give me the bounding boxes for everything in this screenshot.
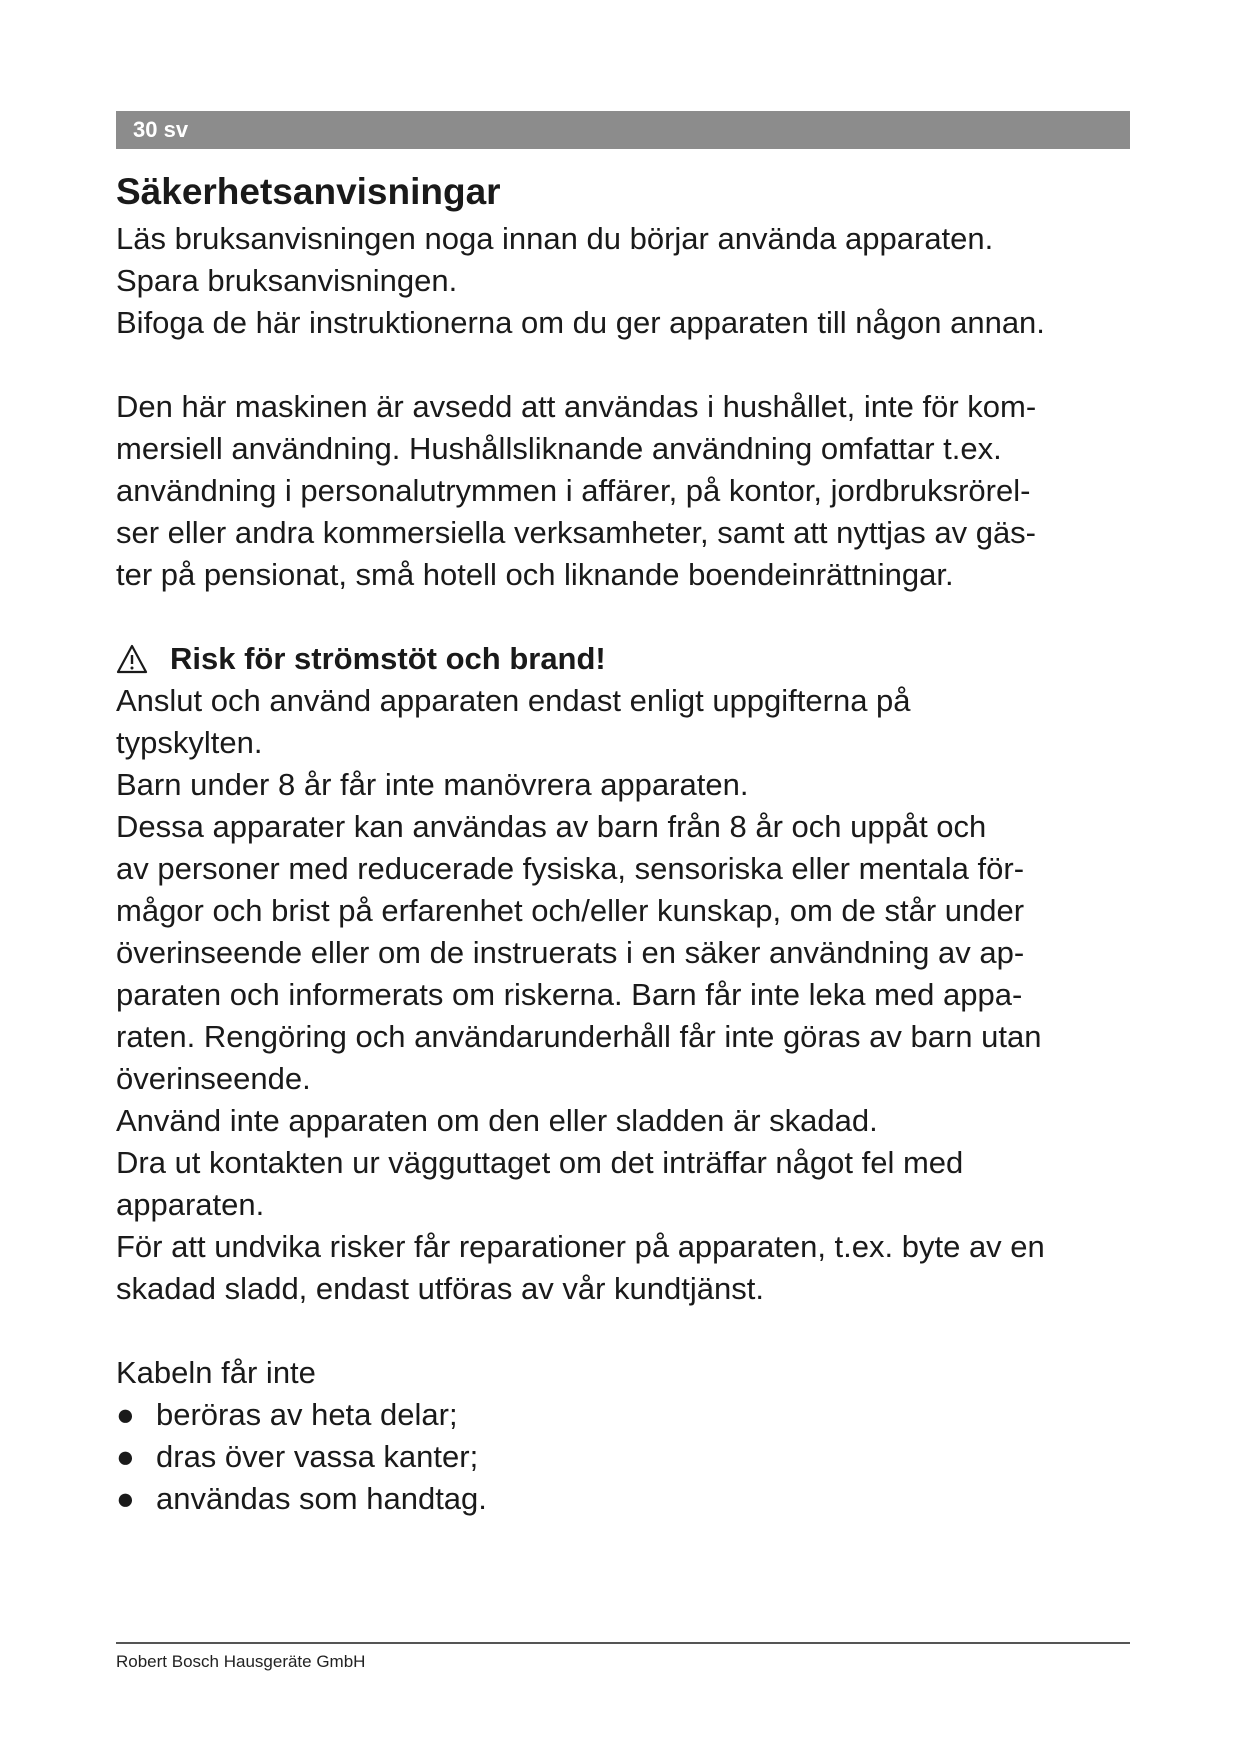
text-line: Barn under 8 år får inte manövrera apparaten.	[116, 767, 749, 802]
warning-heading	[116, 638, 1130, 680]
text-line: överinseende eller om de instruerats i en säker användning av ap-	[116, 935, 1025, 970]
bullet-icon: ●	[116, 1439, 135, 1474]
cable-section	[116, 1352, 1130, 1520]
list-item-text: beröras av heta delar;	[156, 1397, 458, 1432]
text-line: Läs bruksanvisningen noga innan du börjar använda apparaten.	[116, 221, 994, 256]
warning-section	[116, 638, 1130, 1310]
text-line: Dessa apparater kan användas av barn från 8 år och uppåt och	[116, 809, 987, 844]
text-line: För att undvika risker får reparationer på apparaten, t.ex. byte av en	[116, 1229, 1045, 1264]
text-line: användning i personalutrymmen i affärer, på kontor, jordbruksrörel-	[116, 473, 1031, 508]
bullet-icon: ●	[116, 1397, 135, 1432]
text-line: av personer med reducerade fysiska, sensoriska eller mentala för-	[116, 851, 1025, 886]
main-content	[116, 166, 1130, 1520]
text-line: apparaten.	[116, 1187, 265, 1222]
text-line: ser eller andra kommersiella verksamheter, samt att nyttjas av gäs-	[116, 515, 1037, 550]
text-line: Den här maskinen är avsedd att användas i hushållet, inte för kom-	[116, 389, 1037, 424]
warning-triangle-icon	[116, 644, 148, 674]
footer-company: Robert Bosch Hausgeräte GmbH	[116, 1652, 366, 1671]
list-item	[116, 1436, 1130, 1478]
list-item-text: dras över vassa kanter;	[156, 1439, 479, 1474]
text-line: Dra ut kontakten ur vägguttaget om det inträffar något fel med	[116, 1145, 964, 1180]
list-item	[116, 1478, 1130, 1520]
page-header-bar	[116, 111, 1130, 149]
text-line: typskylten.	[116, 725, 263, 760]
text-line: Bifoga de här instruktionerna om du ger apparaten till någon annan.	[116, 305, 1045, 340]
text-line: överinseende.	[116, 1061, 311, 1096]
text-line: paraten och informerats om riskerna. Barn får inte leka med appa-	[116, 977, 1023, 1012]
text-line: Spara bruksanvisningen.	[116, 263, 458, 298]
page-number-label: 30 sv	[133, 117, 189, 142]
warning-heading-text: Risk för strömstöt och brand!	[170, 641, 606, 676]
text-line: skadad sladd, endast utföras av vår kundtjänst.	[116, 1271, 764, 1306]
footer-divider	[116, 1642, 1130, 1644]
text-line: mågor och brist på erfarenhet och/eller kunskap, om de står under	[116, 893, 1025, 928]
list-item	[116, 1394, 1130, 1436]
usage-section	[116, 386, 1130, 596]
cable-intro: Kabeln får inte	[116, 1355, 316, 1390]
bullet-icon: ●	[116, 1481, 135, 1516]
text-line: Anslut och använd apparaten endast enligt uppgifterna på	[116, 683, 911, 718]
text-line: raten. Rengöring och användarunderhåll får inte göras av barn utan	[116, 1019, 1042, 1054]
page-title: Säkerhetsanvisningar	[116, 171, 501, 212]
list-item-text: användas som handtag.	[156, 1481, 487, 1516]
text-line: ter på pensionat, små hotell och liknande boendeinrättningar.	[116, 557, 954, 592]
text-line: Använd inte apparaten om den eller sladden är skadad.	[116, 1103, 878, 1138]
intro-section	[116, 218, 1130, 344]
text-line: mersiell användning. Hushållsliknande användning omfattar t.ex.	[116, 431, 1002, 466]
